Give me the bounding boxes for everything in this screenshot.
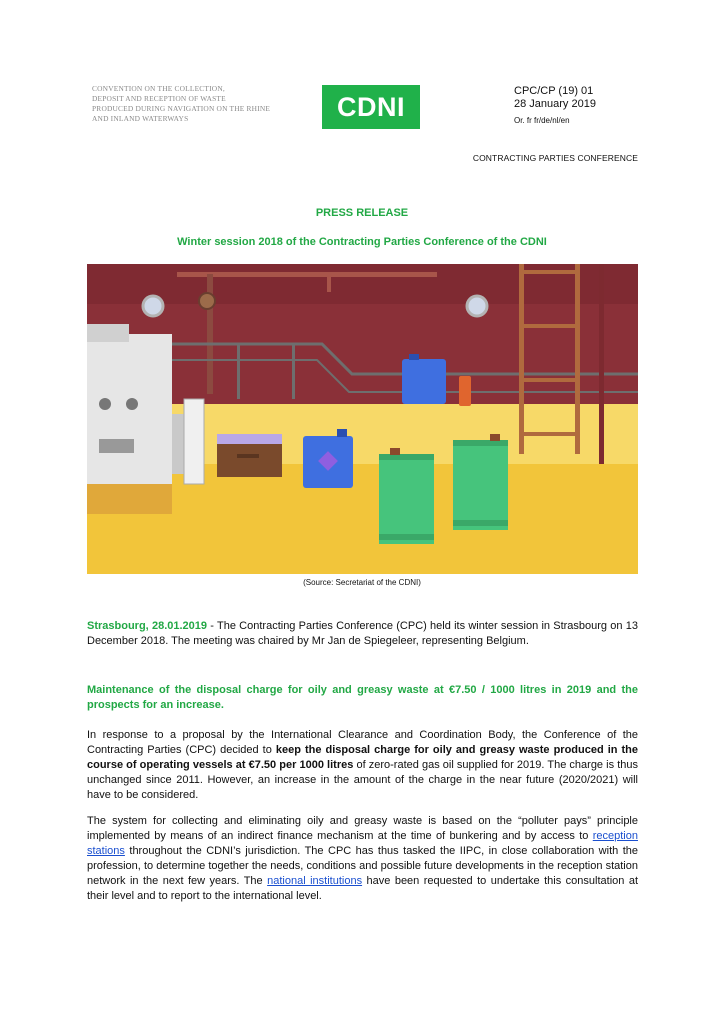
emphasis-text: keep the disposal charge for oily and greasy waste produced in the course of operating vessels at €7.50 per 1000 litres [87,744,639,771]
paragraph-text: The system for collecting and eliminating oily and greasy waste is based on the “polluter pays” principle implemented by means of an indirect finance mechanism at the time of bunkering and by access to [87,815,638,842]
figure-caption: (Source: Secretariat of the CDNI) [303,578,421,587]
organization-name [92,84,307,124]
org-line: PRODUCED DURING NAVIGATION ON THE RHINE [92,104,271,113]
intro-paragraph [87,619,638,649]
press-release-title: PRESS RELEASE [315,207,409,219]
paragraph-text: throughout the CDNI’s jurisdiction. The CPC has thus tasked the IIPC, in close collaboration with the profession, to determine together the needs, conditions and possible future developments in the reception station network in the next few years. The [87,845,638,887]
paragraph-text: have been requested to undertake this consultation at their level and to report to the international level. [87,875,638,902]
section-heading: Maintenance of the disposal charge for oily and greasy waste at €7.50 / 1000 litres in 2019 and the prospects for an increase. [87,684,638,711]
session-title: Winter session 2018 of the Contracting Parties Conference of the CDNI [177,236,547,248]
national-institutions-link[interactable]: national institutions [267,875,363,887]
system-paragraph [87,814,638,904]
cdni-logo: CDNI [322,85,420,129]
dateline: Strasbourg, 28.01.2019 [87,620,208,632]
gauge-icon [199,293,215,309]
org-line: DEPOSIT AND RECEPTION OF WASTE [92,94,226,103]
language-note: Or. fr fr/de/nl/en [514,116,570,125]
intro-text: - The Contracting Parties Conference (CPC) held its winter session in Strasbourg on 13 December 2018. The meeting was chaired by Mr Jan de Spiegeleer, representing Belgium. [87,620,639,647]
engine-room-illustration [87,264,638,574]
paragraph-text: of zero-rated gas oil supplied for 2019. The charge is thus unchanged since 2011. However, an increase in the amount of the charge in the near future (2020/2021) will have to be considered. [87,759,638,801]
document-date: 28 January 2019 [514,98,596,110]
conference-label: CONTRACTING PARTIES CONFERENCE [472,153,638,163]
document-reference [514,85,596,127]
org-line: CONVENTION ON THE COLLECTION, [92,84,225,93]
porthole [143,296,163,316]
reference-code: CPC/CP (19) 01 [514,85,594,97]
reception-stations-link[interactable]: reception stations [87,830,638,857]
org-line: AND INLAND WATERWAYS [92,114,189,123]
charge-paragraph [87,728,638,803]
porthole [467,296,487,316]
paragraph-text: In response to a proposal by the International Clearance and Coordination Body, the Conference of the Contracting Parties (CPC) decided to [87,729,638,756]
